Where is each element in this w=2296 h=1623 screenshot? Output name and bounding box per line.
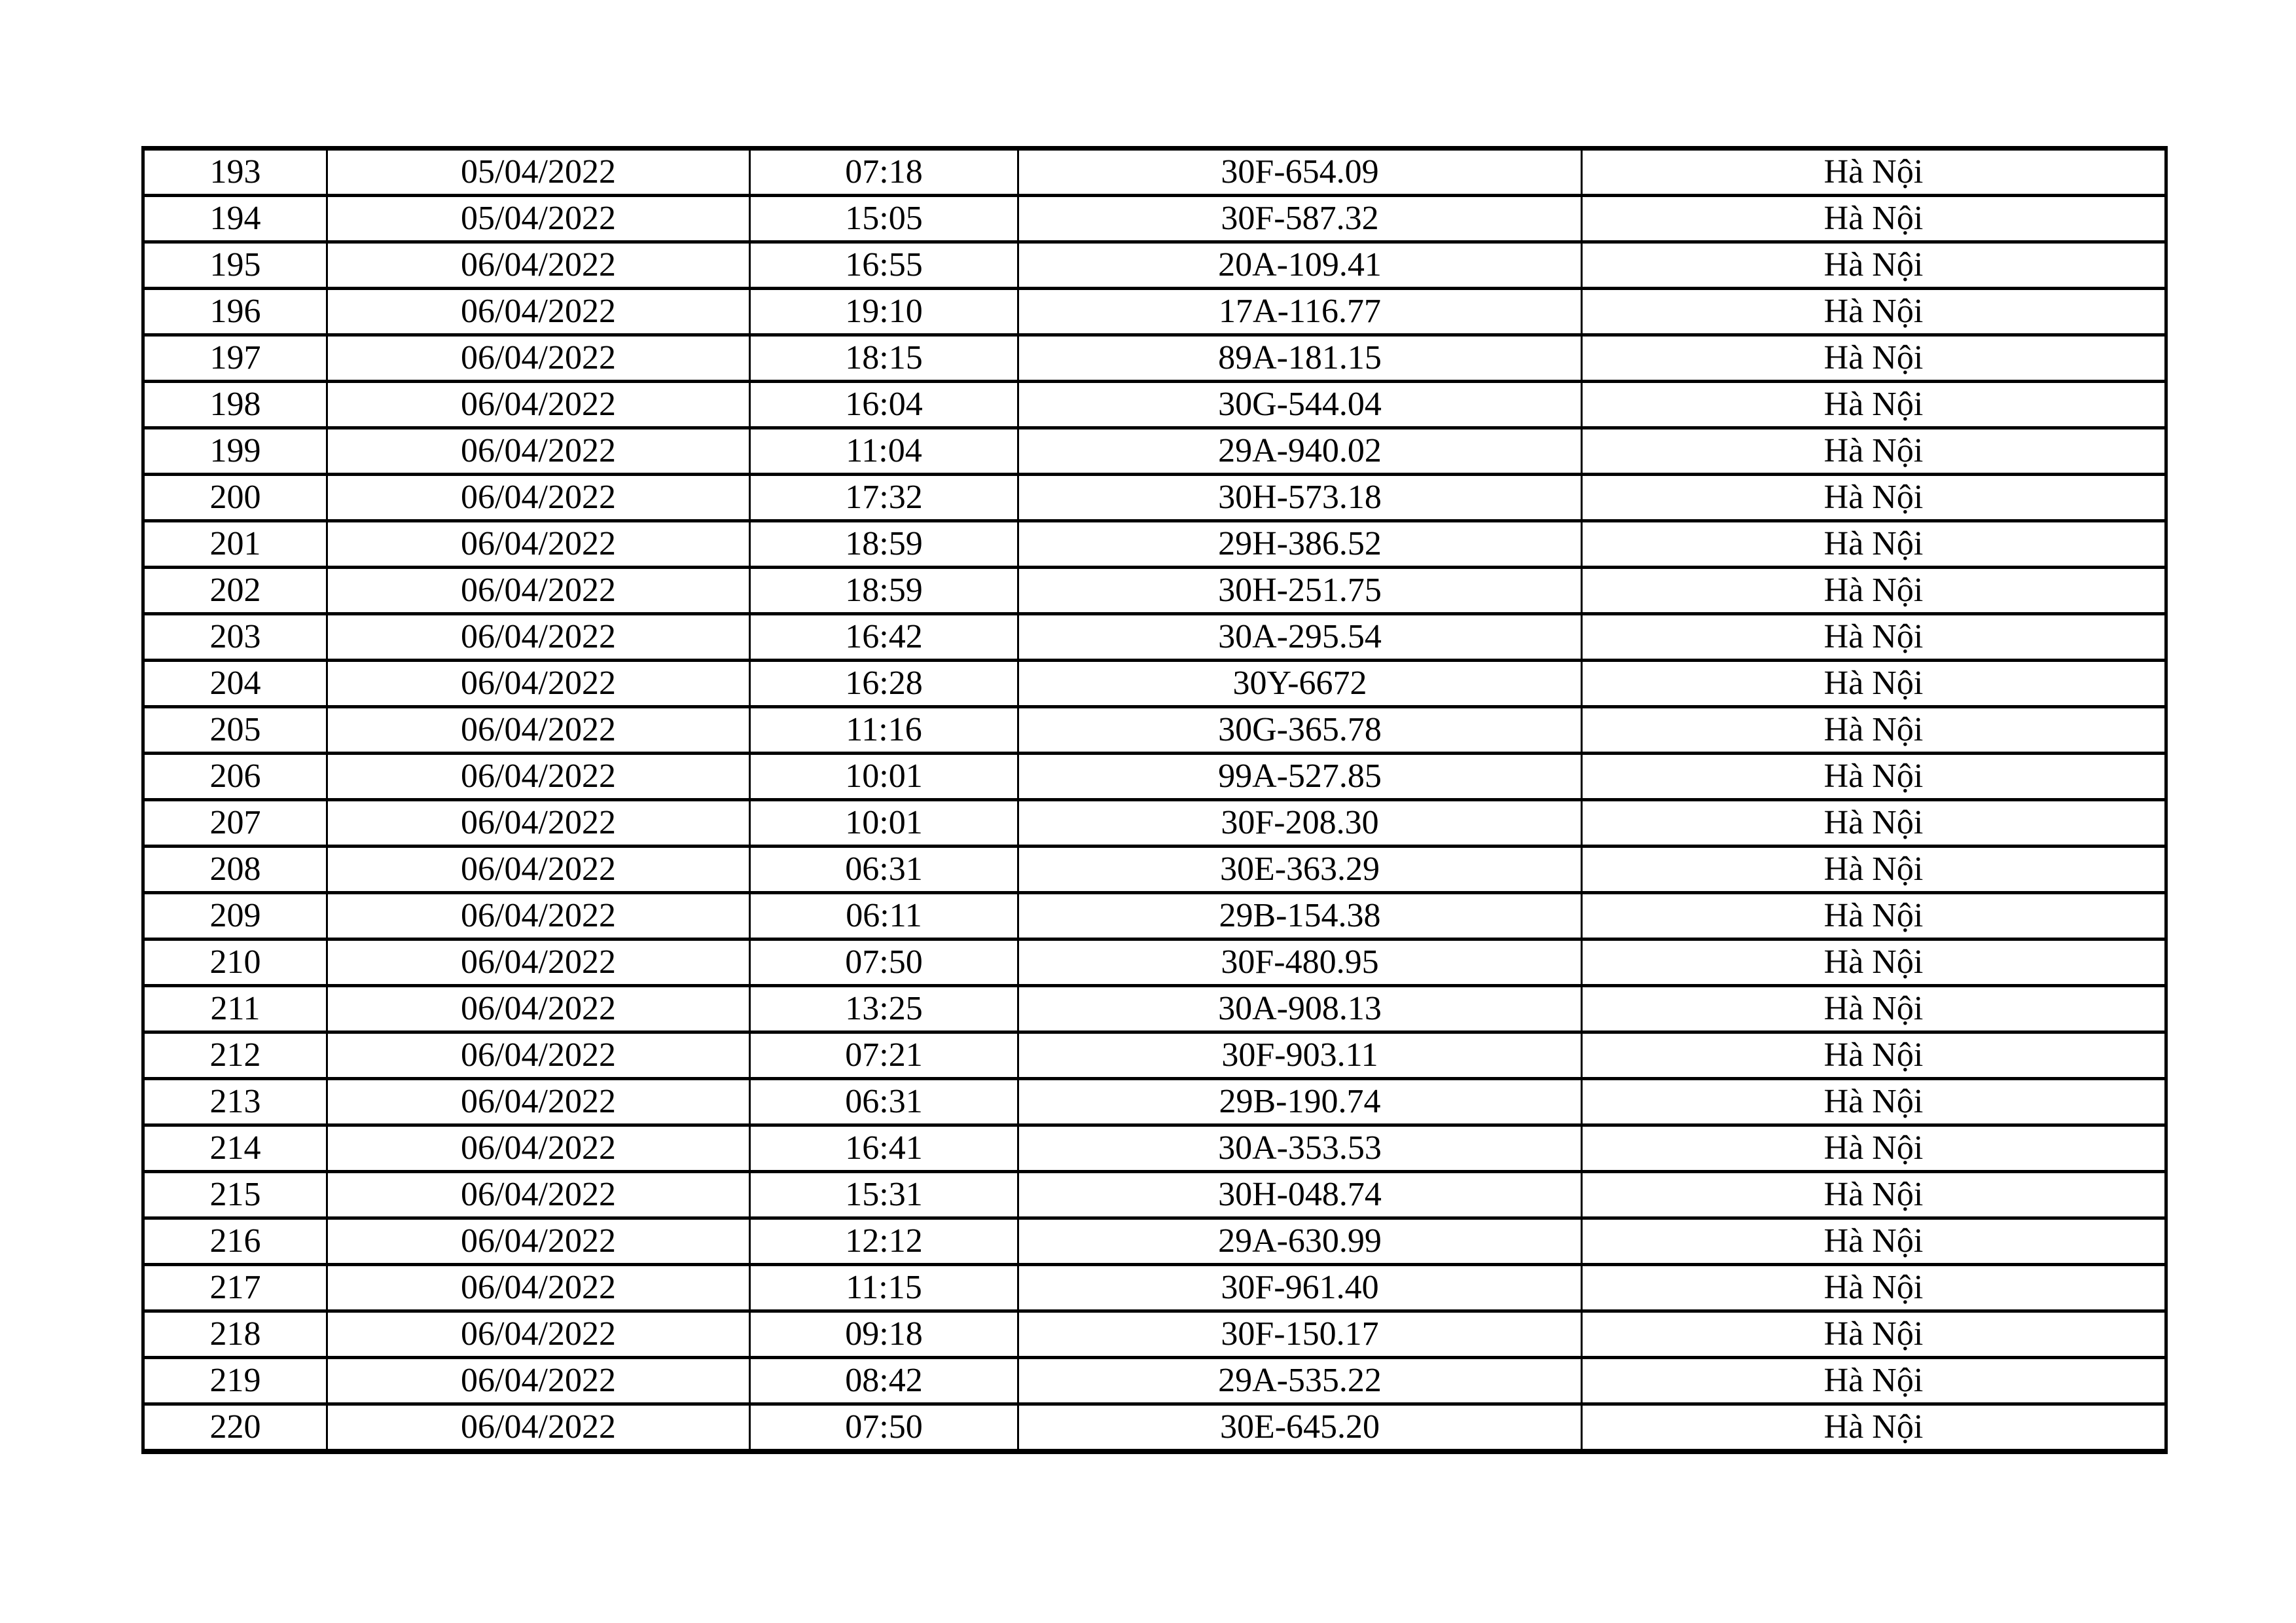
location-cell: Hà Nội <box>1582 707 2166 754</box>
table-row <box>143 1404 2166 1452</box>
row-index-cell: 205 <box>143 707 327 754</box>
plate-cell: 30F-208.30 <box>1018 800 1582 847</box>
date-cell: 06/04/2022 <box>327 986 750 1032</box>
row-index-cell: 196 <box>143 289 327 335</box>
date-cell: 06/04/2022 <box>327 289 750 335</box>
time-cell: 15:05 <box>750 196 1018 242</box>
time-cell: 06:11 <box>750 893 1018 939</box>
plate-cell: 30F-587.32 <box>1018 196 1582 242</box>
location-cell: Hà Nội <box>1582 149 2166 196</box>
date-cell: 06/04/2022 <box>327 428 750 475</box>
time-cell: 13:25 <box>750 986 1018 1032</box>
plate-cell: 30G-544.04 <box>1018 382 1582 428</box>
location-cell: Hà Nội <box>1582 1358 2166 1404</box>
plate-cell: 30E-645.20 <box>1018 1404 1582 1452</box>
plate-cell: 30F-654.09 <box>1018 149 1582 196</box>
table-row <box>143 800 2166 847</box>
date-cell: 06/04/2022 <box>327 1218 750 1265</box>
location-cell: Hà Nội <box>1582 1265 2166 1311</box>
table-row <box>143 893 2166 939</box>
plate-cell: 20A-109.41 <box>1018 242 1582 289</box>
plate-cell: 30F-961.40 <box>1018 1265 1582 1311</box>
time-cell: 11:16 <box>750 707 1018 754</box>
row-index-cell: 218 <box>143 1311 327 1358</box>
time-cell: 09:18 <box>750 1311 1018 1358</box>
plate-cell: 17A-116.77 <box>1018 289 1582 335</box>
plate-cell: 30H-048.74 <box>1018 1172 1582 1218</box>
row-index-cell: 199 <box>143 428 327 475</box>
location-cell: Hà Nội <box>1582 1404 2166 1452</box>
table-row <box>143 1218 2166 1265</box>
date-cell: 05/04/2022 <box>327 149 750 196</box>
plate-cell: 30A-353.53 <box>1018 1125 1582 1172</box>
location-cell: Hà Nội <box>1582 754 2166 800</box>
date-cell: 06/04/2022 <box>327 1311 750 1358</box>
location-cell: Hà Nội <box>1582 1172 2166 1218</box>
row-index-cell: 198 <box>143 382 327 428</box>
location-cell: Hà Nội <box>1582 800 2166 847</box>
table-row <box>143 289 2166 335</box>
location-cell: Hà Nội <box>1582 939 2166 986</box>
table-row <box>143 707 2166 754</box>
violations-table <box>141 146 2168 1454</box>
row-index-cell: 213 <box>143 1079 327 1125</box>
date-cell: 06/04/2022 <box>327 614 750 661</box>
time-cell: 07:50 <box>750 939 1018 986</box>
time-cell: 12:12 <box>750 1218 1018 1265</box>
date-cell: 06/04/2022 <box>327 1125 750 1172</box>
table-row <box>143 475 2166 521</box>
date-cell: 06/04/2022 <box>327 1404 750 1452</box>
plate-cell: 30A-295.54 <box>1018 614 1582 661</box>
row-index-cell: 203 <box>143 614 327 661</box>
row-index-cell: 219 <box>143 1358 327 1404</box>
date-cell: 06/04/2022 <box>327 475 750 521</box>
date-cell: 05/04/2022 <box>327 196 750 242</box>
date-cell: 06/04/2022 <box>327 335 750 382</box>
plate-cell: 29B-154.38 <box>1018 893 1582 939</box>
row-index-cell: 210 <box>143 939 327 986</box>
location-cell: Hà Nội <box>1582 986 2166 1032</box>
plate-cell: 30F-903.11 <box>1018 1032 1582 1079</box>
row-index-cell: 200 <box>143 475 327 521</box>
table-row <box>143 1265 2166 1311</box>
time-cell: 16:04 <box>750 382 1018 428</box>
plate-cell: 29A-630.99 <box>1018 1218 1582 1265</box>
location-cell: Hà Nội <box>1582 521 2166 568</box>
time-cell: 06:31 <box>750 847 1018 893</box>
plate-cell: 29H-386.52 <box>1018 521 1582 568</box>
time-cell: 07:50 <box>750 1404 1018 1452</box>
location-cell: Hà Nội <box>1582 1311 2166 1358</box>
location-cell: Hà Nội <box>1582 242 2166 289</box>
plate-cell: 30A-908.13 <box>1018 986 1582 1032</box>
table-row <box>143 521 2166 568</box>
date-cell: 06/04/2022 <box>327 1358 750 1404</box>
time-cell: 06:31 <box>750 1079 1018 1125</box>
time-cell: 07:18 <box>750 149 1018 196</box>
plate-cell: 30H-573.18 <box>1018 475 1582 521</box>
table-row <box>143 382 2166 428</box>
table-row <box>143 661 2166 707</box>
table-row <box>143 335 2166 382</box>
table-row <box>143 1311 2166 1358</box>
plate-cell: 99A-527.85 <box>1018 754 1582 800</box>
date-cell: 06/04/2022 <box>327 521 750 568</box>
row-index-cell: 197 <box>143 335 327 382</box>
location-cell: Hà Nội <box>1582 614 2166 661</box>
location-cell: Hà Nội <box>1582 1079 2166 1125</box>
row-index-cell: 193 <box>143 149 327 196</box>
location-cell: Hà Nội <box>1582 196 2166 242</box>
date-cell: 06/04/2022 <box>327 893 750 939</box>
time-cell: 16:55 <box>750 242 1018 289</box>
table-row <box>143 242 2166 289</box>
row-index-cell: 217 <box>143 1265 327 1311</box>
table-row <box>143 847 2166 893</box>
time-cell: 08:42 <box>750 1358 1018 1404</box>
row-index-cell: 211 <box>143 986 327 1032</box>
row-index-cell: 208 <box>143 847 327 893</box>
time-cell: 19:10 <box>750 289 1018 335</box>
time-cell: 18:15 <box>750 335 1018 382</box>
plate-cell: 30F-150.17 <box>1018 1311 1582 1358</box>
table-row <box>143 196 2166 242</box>
table-row <box>143 1172 2166 1218</box>
plate-cell: 29A-535.22 <box>1018 1358 1582 1404</box>
row-index-cell: 212 <box>143 1032 327 1079</box>
location-cell: Hà Nội <box>1582 382 2166 428</box>
row-index-cell: 194 <box>143 196 327 242</box>
row-index-cell: 204 <box>143 661 327 707</box>
table-row <box>143 986 2166 1032</box>
time-cell: 07:21 <box>750 1032 1018 1079</box>
table-row <box>143 149 2166 196</box>
time-cell: 15:31 <box>750 1172 1018 1218</box>
location-cell: Hà Nội <box>1582 475 2166 521</box>
table-row <box>143 1125 2166 1172</box>
table-row <box>143 614 2166 661</box>
row-index-cell: 202 <box>143 568 327 614</box>
row-index-cell: 220 <box>143 1404 327 1452</box>
plate-cell: 30E-363.29 <box>1018 847 1582 893</box>
date-cell: 06/04/2022 <box>327 800 750 847</box>
table-row <box>143 568 2166 614</box>
time-cell: 18:59 <box>750 568 1018 614</box>
location-cell: Hà Nội <box>1582 847 2166 893</box>
date-cell: 06/04/2022 <box>327 568 750 614</box>
date-cell: 06/04/2022 <box>327 382 750 428</box>
date-cell: 06/04/2022 <box>327 707 750 754</box>
time-cell: 18:59 <box>750 521 1018 568</box>
row-index-cell: 209 <box>143 893 327 939</box>
location-cell: Hà Nội <box>1582 1125 2166 1172</box>
plate-cell: 30G-365.78 <box>1018 707 1582 754</box>
time-cell: 11:04 <box>750 428 1018 475</box>
row-index-cell: 206 <box>143 754 327 800</box>
date-cell: 06/04/2022 <box>327 1032 750 1079</box>
date-cell: 06/04/2022 <box>327 1172 750 1218</box>
date-cell: 06/04/2022 <box>327 939 750 986</box>
time-cell: 10:01 <box>750 754 1018 800</box>
date-cell: 06/04/2022 <box>327 847 750 893</box>
table-row <box>143 1079 2166 1125</box>
location-cell: Hà Nội <box>1582 568 2166 614</box>
time-cell: 16:42 <box>750 614 1018 661</box>
location-cell: Hà Nội <box>1582 1032 2166 1079</box>
plate-cell: 29A-940.02 <box>1018 428 1582 475</box>
row-index-cell: 207 <box>143 800 327 847</box>
location-cell: Hà Nội <box>1582 1218 2166 1265</box>
date-cell: 06/04/2022 <box>327 242 750 289</box>
time-cell: 10:01 <box>750 800 1018 847</box>
location-cell: Hà Nội <box>1582 428 2166 475</box>
location-cell: Hà Nội <box>1582 335 2166 382</box>
row-index-cell: 215 <box>143 1172 327 1218</box>
time-cell: 11:15 <box>750 1265 1018 1311</box>
table-row <box>143 754 2166 800</box>
table-row <box>143 939 2166 986</box>
row-index-cell: 214 <box>143 1125 327 1172</box>
table-row <box>143 1032 2166 1079</box>
plate-cell: 30Y-6672 <box>1018 661 1582 707</box>
row-index-cell: 201 <box>143 521 327 568</box>
plate-cell: 30F-480.95 <box>1018 939 1582 986</box>
table-row <box>143 1358 2166 1404</box>
plate-cell: 29B-190.74 <box>1018 1079 1582 1125</box>
location-cell: Hà Nội <box>1582 289 2166 335</box>
row-index-cell: 195 <box>143 242 327 289</box>
time-cell: 16:41 <box>750 1125 1018 1172</box>
location-cell: Hà Nội <box>1582 661 2166 707</box>
date-cell: 06/04/2022 <box>327 1079 750 1125</box>
location-cell: Hà Nội <box>1582 893 2166 939</box>
table-row <box>143 428 2166 475</box>
date-cell: 06/04/2022 <box>327 661 750 707</box>
plate-cell: 89A-181.15 <box>1018 335 1582 382</box>
row-index-cell: 216 <box>143 1218 327 1265</box>
time-cell: 17:32 <box>750 475 1018 521</box>
time-cell: 16:28 <box>750 661 1018 707</box>
plate-cell: 30H-251.75 <box>1018 568 1582 614</box>
date-cell: 06/04/2022 <box>327 754 750 800</box>
table-body <box>143 149 2166 1452</box>
date-cell: 06/04/2022 <box>327 1265 750 1311</box>
